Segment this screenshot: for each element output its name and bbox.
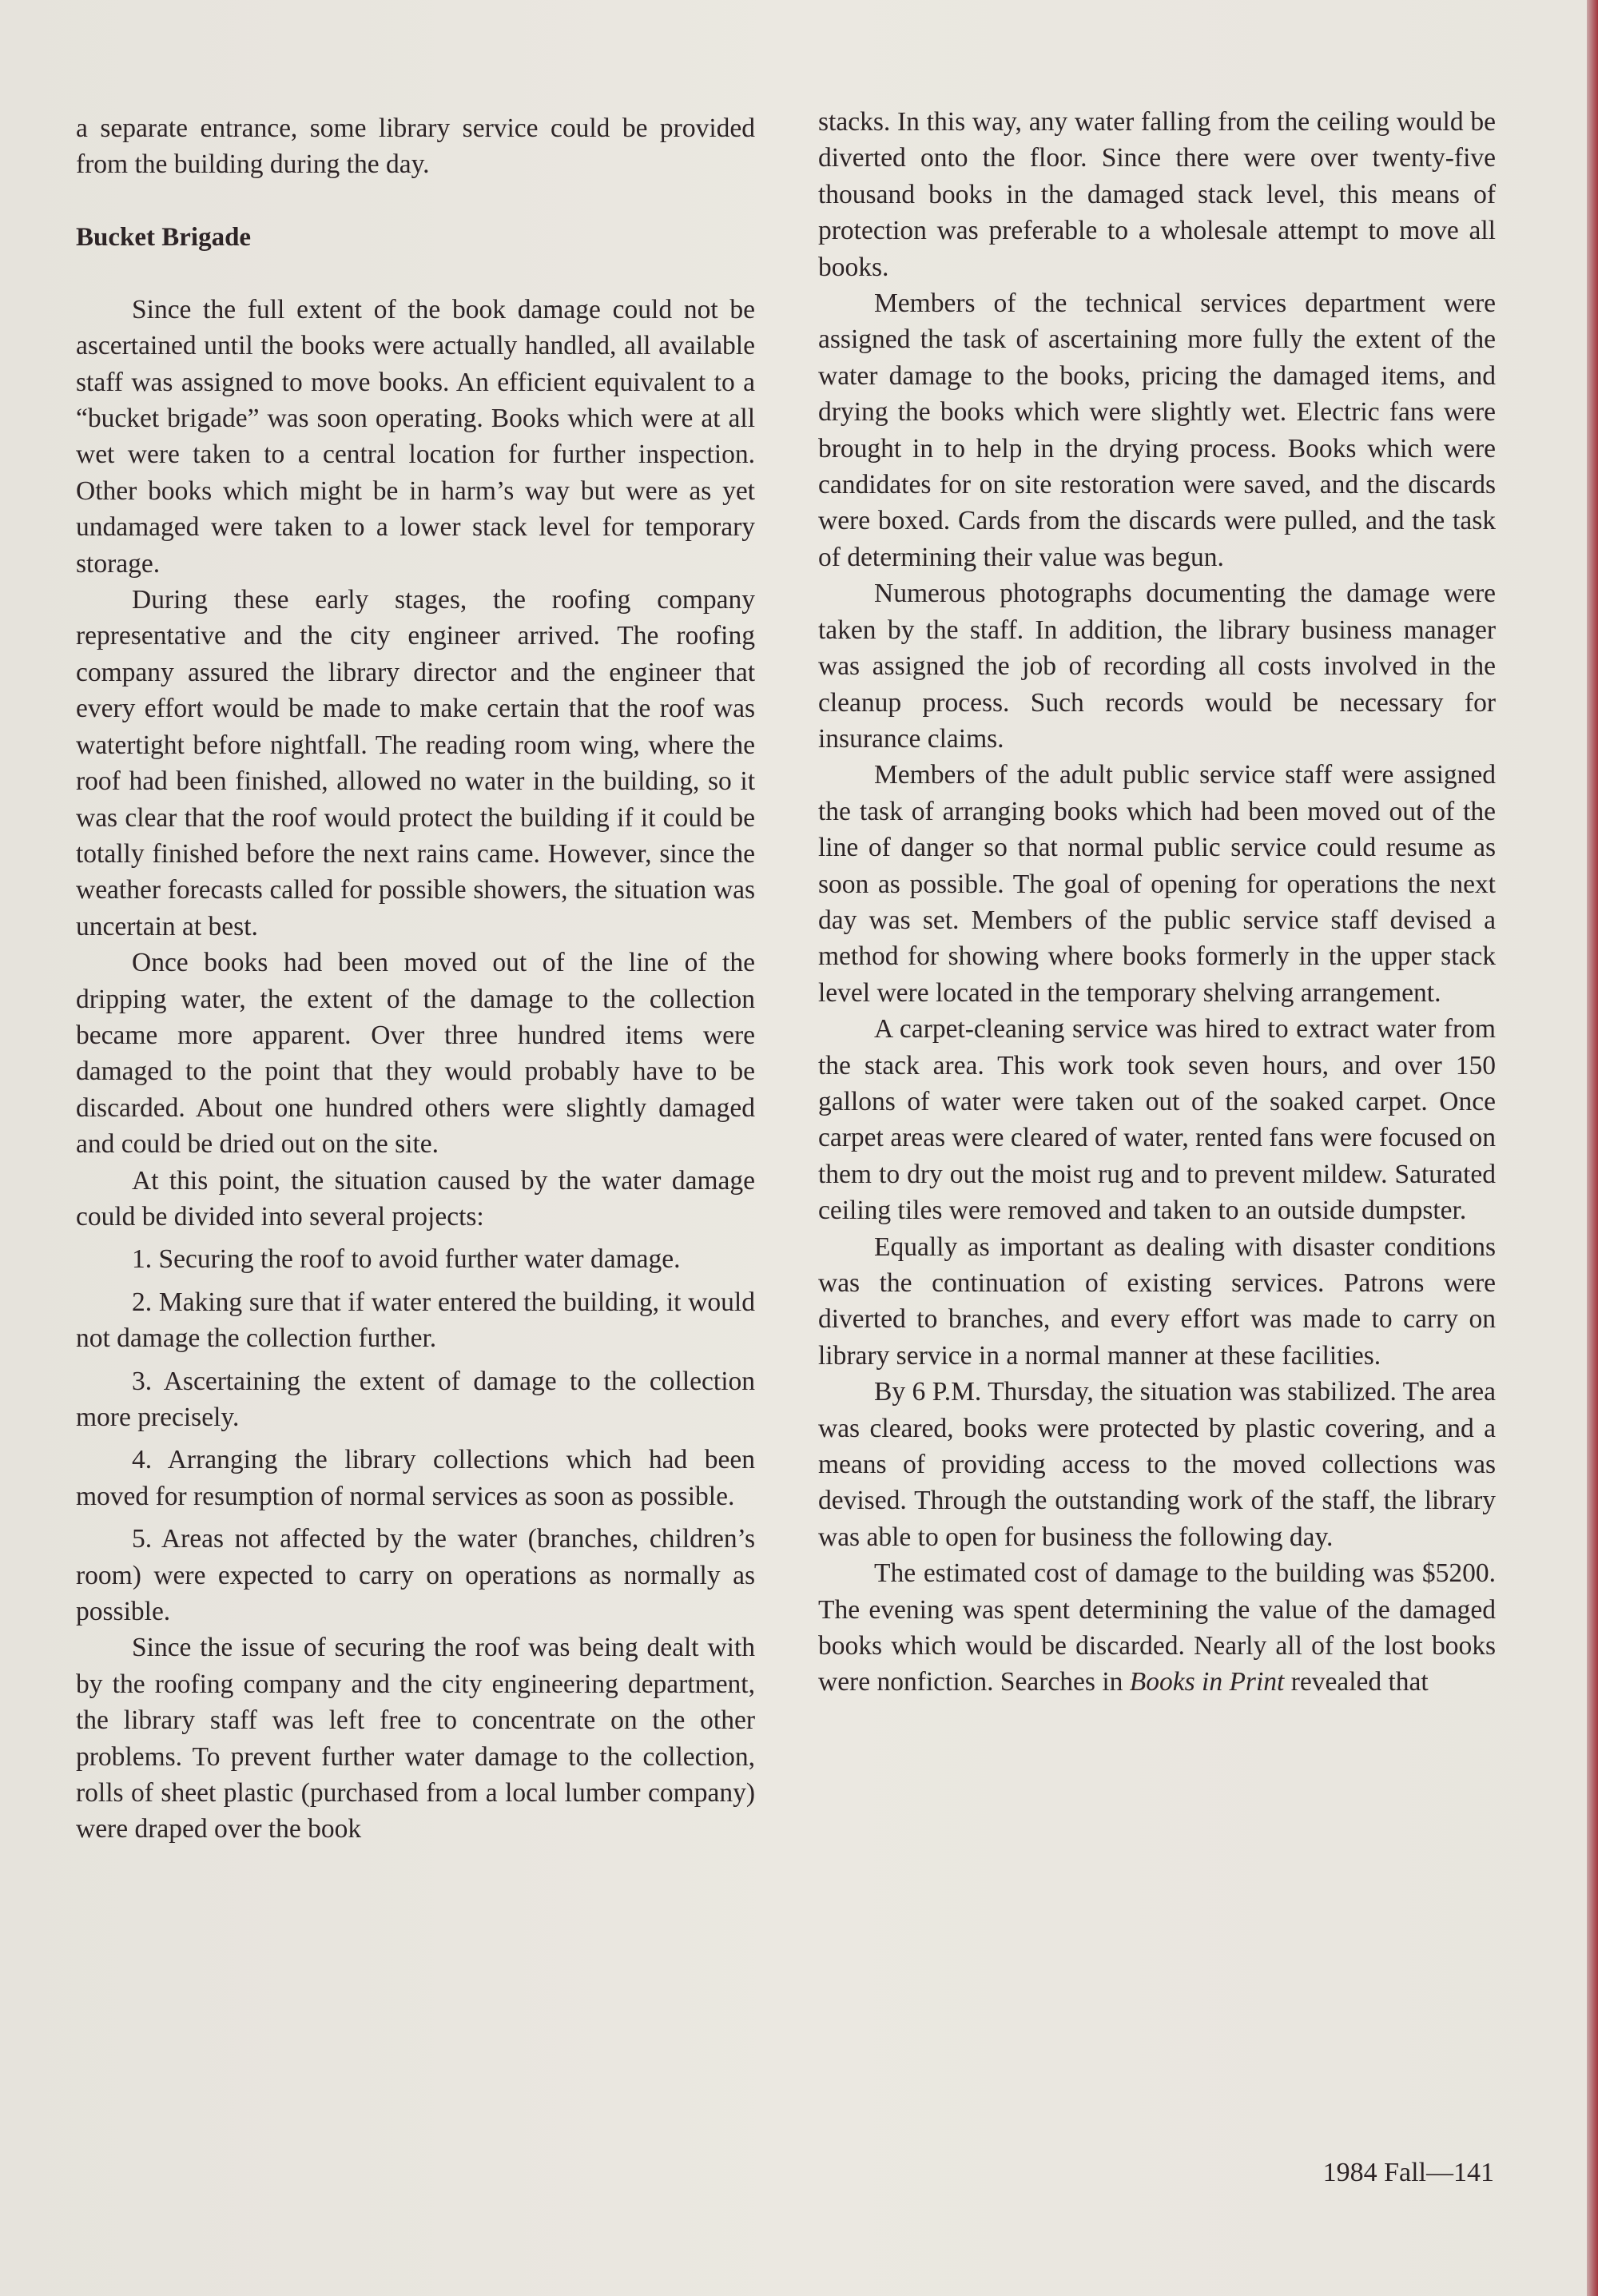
paragraph: Members of the adult public service staff were assigned the task of arranging books which had been moved out of the line of danger so that normal public service could resume as soon as possible. The goal of opening for operations the next day was set. Members of the public service staff devised a method for showing where books formerly in the upper stack level were located in the temporary shelving arrangement. [818, 760, 1496, 1008]
project-list [76, 1241, 755, 1629]
book-title: Books in Print [1129, 1667, 1285, 1697]
paragraph: During these early stages, the roofing company representative and the city engineer arrived. The roofing company assured the library director and the engineer that every effort would be made to make certain that the roof was watertight before nightfall. The reading room wing, where the roof had been finished, allowed no water in the building, so it was clear that the roof would protect the building if it could be totally finished before the next rains came. However, since the weather forecasts called for possible showers, the situation was uncertain at best. [76, 585, 755, 941]
paragraph: Equally as important as dealing with disaster conditions was the continuation of existing services. Patrons were diverted to branches, and every effort was made to carry on library service in a normal manner at these facilities. [818, 1232, 1496, 1371]
paragraph: By 6 P.M. Thursday, the situation was stabilized. The area was cleared, books were protected by plastic covering, and a means of providing access to the moved collections was devised. Through the outstanding work of the staff, the library was able to open for business the following day. [818, 1377, 1496, 1552]
list-item: 2. Making sure that if water entered the building, it would not damage the collection further. [76, 1287, 755, 1354]
page-edge-stripe [1587, 0, 1598, 2296]
list-item: 1. Securing the roof to avoid further water damage. [132, 1244, 681, 1275]
text: revealed that [1284, 1667, 1429, 1697]
text: The estimated cost of damage to the building was $5200. The evening was spent determining the value of the damaged books which would be discarded. Nearly all of the lost books were nonfiction. Searches in [818, 1558, 1496, 1697]
paragraph: Numerous photographs documenting the damage were taken by the staff. In addition, the library business manager was assigned the job of recording all costs involved in the cleanup process. Such records would be necessary for insurance claims. [818, 579, 1496, 754]
right-column [818, 104, 1496, 1701]
paragraph: Members of the technical services department were assigned the task of ascertaining more fully the extent of the water damage to the books, pricing the damaged items, and drying the books which were slightly wet. Electric fans were brought in to help in the drying process. Books which were candidates for on site restoration were saved, and the discards were boxed. Cards from the discards were pulled, and the task of determining their value was begun. [818, 288, 1496, 572]
paragraph: a separate entrance, some library service could be provided from the building during the day. [76, 113, 755, 180]
page-folio: 1984 Fall—141 [1322, 2158, 1494, 2187]
paragraph: stacks. In this way, any water falling from the ceiling would be diverted onto the floor. Since there were over twenty-five thousand books in the damaged stack level, this means of protection was preferable to a wholesale attempt to move all books. [818, 107, 1496, 282]
paragraph: Once books had been moved out of the line of the dripping water, the extent of the damage to the collection became more apparent. Over three hundred items were damaged to the point that they would probably have to be discarded. About one hundred others were slightly damaged and could be dried out on the site. [76, 948, 755, 1160]
paragraph: A carpet-cleaning service was hired to extract water from the stack area. This work took seven hours, and over 150 gallons of water were taken out of the soaked carpet. Once carpet areas were cleared of water, rented fans were focused on them to dry out the moist rug and to prevent mildew. Saturated ceiling tiles were removed and taken to an outside dumpster. [818, 1014, 1496, 1226]
list-item: 4. Arranging the library collections which had been moved for resumption of normal services as soon as possible. [76, 1445, 755, 1511]
paragraph: At this point, the situation caused by the water damage could be divided into several projects: [76, 1165, 755, 1232]
paragraph [818, 1555, 1496, 1701]
list-item: 5. Areas not affected by the water (branches, children’s room) were expected to carry on operations as normally as possible. [76, 1524, 755, 1627]
section-heading: Bucket Brigade [76, 222, 252, 252]
paragraph: Since the issue of securing the roof was being dealt with by the roofing company and the city engineering department, the library staff was left free to concentrate on the other problems. To prevent further water damage to the collection, rolls of sheet plastic (purchased from a local lumber company) were draped over the book [76, 1633, 755, 1844]
left-column [76, 110, 755, 1848]
paragraph: Since the full extent of the book damage could not be ascertained until the books were actually handled, all available staff was assigned to move books. An efficient equivalent to a “bucket brigade” was soon operating. Books which were at all wet were taken to a central location for further inspection. Other books which might be in harm’s way but were as yet undamaged were taken to a lower stack level for temporary storage. [76, 294, 755, 579]
list-item: 3. Ascertaining the extent of damage to the collection more precisely. [76, 1366, 755, 1432]
